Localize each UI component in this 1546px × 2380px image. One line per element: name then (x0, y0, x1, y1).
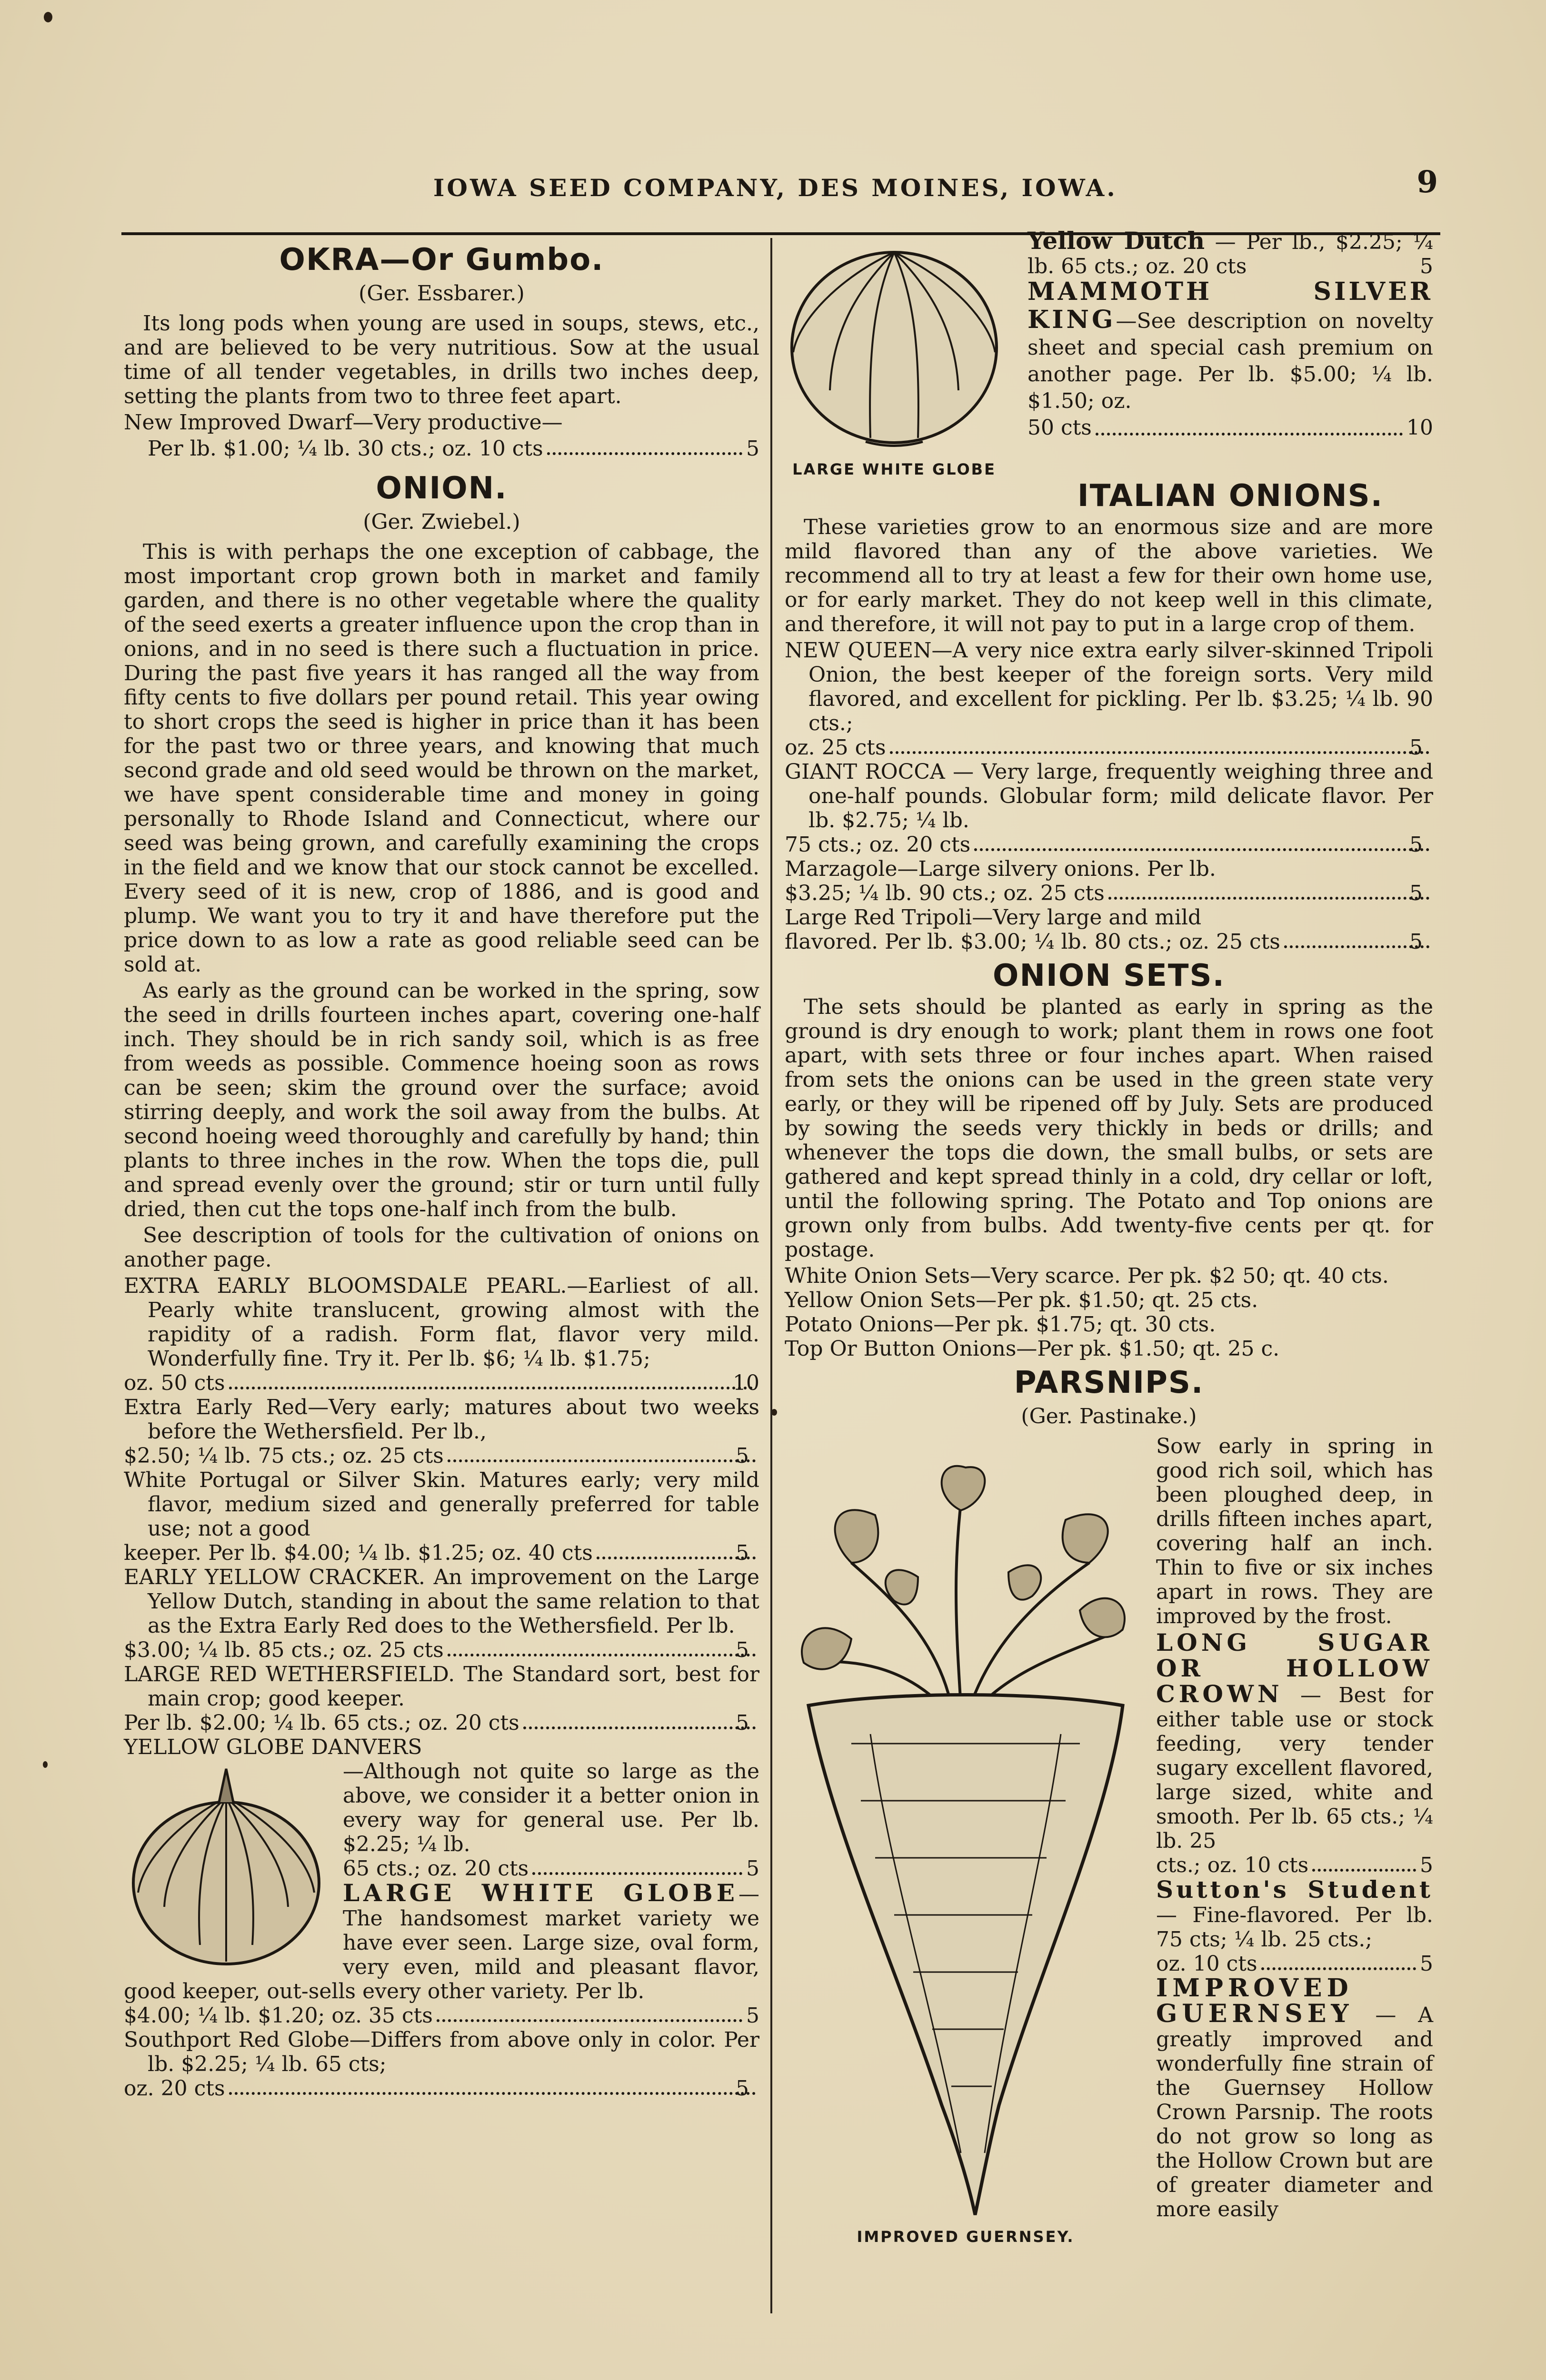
parsnip-item-name: Sutton's Student (1156, 1875, 1433, 1904)
okra-variety-name: New Improved Dwarf (124, 410, 353, 435)
onion-sets-list (785, 1264, 1433, 1361)
leader-dots (523, 1726, 756, 1729)
onion-sets-description: The sets should be planted as early in spring as the ground is dry enough to work; plant them in rows one foot apart, with sets three or four inches apart. When raised from sets the onions can be used in the green state very early, or they will be ripened off by July. Sets are produced by sowing the seeds very thickly in beds or drills; and whenever the tops die down, the small bulbs, or sets are gathered and kept spread thinly in a cold, dry cellar or loft, until the following spring. The Potato and Top onions are grown only from bulbs. Add twenty-five cents per qt. for postage. (785, 995, 1433, 1262)
parsnips-description: Sow early in spring in good rich soil, which has been ploughed deep, in drills fifteen inches apart, covering half an inch. Thin to five or six inches apart in rows. They are improved by the frost. (1156, 1434, 1433, 1628)
italian-price-line: oz. 25 cts 5 (808, 735, 1433, 760)
leader-dots (1096, 433, 1403, 436)
column-divider (770, 238, 772, 2313)
okra-price-line (124, 436, 759, 461)
onion-variety-list (124, 1274, 759, 1735)
variety-desc: —Very early; matures about two weeks before the Wethersfield. Per lb., (148, 1395, 759, 1444)
leader-dots (437, 2019, 742, 2022)
parsnip-item-desc: — Best for either table use or stock feeding, very tender sugary excellent flavored, large sized, white and smooth. Per lb. 65 cts.; ¼ lb. 25 (1156, 1683, 1433, 1853)
okra-german: (Ger. Essbarer.) (359, 281, 525, 306)
large-white-price-line (124, 2003, 759, 2028)
sets-item (785, 1312, 1433, 1337)
parsnip-item-desc: — Fine-flavored. Per lb. 75 cts; ¼ lb. 25 cts.; (1156, 1903, 1433, 1952)
italian-item (785, 857, 1433, 905)
italian-price-line: flavored. Per lb. $3.00; ¼ lb. 80 cts.; oz. 25 cts 5 (808, 930, 1433, 954)
yellow-globe-entry (124, 1735, 759, 1759)
variety-pkt: 10 (733, 1371, 759, 1395)
white-onion-drawing-icon (780, 233, 1008, 452)
parsnips-german: (Ger. Pastinake.) (1021, 1404, 1197, 1428)
italian-description: These varieties grow to an enormous size and are more mild flavored than any of the above varieties. We recommend all to try at least a few for their own home use, or for early market. They do not keep well in this climate, and therefore, it will not pay to put in a large crop of them. (785, 515, 1433, 636)
italian-item-name: Large Red Tripoli (785, 905, 972, 930)
leader-dots (1261, 1967, 1416, 1970)
italian-item-desc: —A very nice extra early silver-skinned Tripoli Onion, the best keeper of the foreign sorts. Very mild flavored, and excellent for pickling. Per lb. $3.25; ¼ lb. 90 cts.; (808, 638, 1433, 735)
large-white-pkt: 5 (746, 2003, 759, 2028)
yellow-globe-price: 65 cts.; oz. 20 cts (343, 1856, 529, 1881)
parsnip-item-desc: — A greatly improved and wonderfully fine strain of the Guernsey Hollow Crown Parsnip. The roots do not grow so long as the Hollow Crown but are of greater diameter and more easily (1156, 2003, 1433, 2221)
italian-item-name: NEW QUEEN (785, 638, 932, 663)
onion-paragraph-2: As early as the ground can be worked in the spring, sow the seed in drills fourteen inches apart, covering one-half inch. They should be in rich sandy soil, which is as free from weeds as possible. Commence hoeing soon as rows can be seen; skim the ground over the surface; avoid stirring deeply, and work the soil away from the bulbs. At second hoeing weed thoroughly and carefully by hand; thin plants to three inches in the row. When the tops die, pull and spread evenly over the ground; stir or turn until fully dried, then cut the tops one-half inch from the bulb. (124, 979, 759, 1221)
italian-price-line: $3.25; ¼ lb. 90 cts.; oz. 25 cts 5 (808, 881, 1433, 905)
yellow-dutch-pkt: 5 (1420, 254, 1433, 278)
leader-dots (597, 1557, 756, 1559)
large-white-globe-illustration (780, 233, 1008, 482)
yellow-globe-block (124, 1759, 759, 2028)
mammoth-price-line (1027, 415, 1433, 441)
italian-price-line: 75 cts.; oz. 20 cts 5 (808, 833, 1433, 857)
page-header (124, 164, 1438, 212)
sets-item-desc: —Per pk. $1.75; qt. 30 cts. (933, 1312, 1216, 1337)
mammoth-name: MAMMOTH SILVER KING (1027, 277, 1433, 334)
header-title: IOWA SEED COMPANY, DES MOINES, IOWA. (433, 174, 1117, 202)
okra-description: Its long pods when young are used in soups, stews, etc., and are believed to be very nutritious. Sow at the usual time of all tender vegetables, in drills two inches deep, setting the plants from two to three feet apart. (124, 311, 759, 408)
southport-price: oz. 20 cts (124, 2076, 225, 2101)
yellow-dutch-name: Yellow Dutch (1027, 227, 1205, 255)
parsnip-item-name: IMPROVED GUERNSEY (1156, 1973, 1354, 2028)
onion-german: (Ger. Zwiebel.) (363, 510, 520, 534)
southport-entry (124, 2028, 759, 2101)
italian-list (785, 638, 1433, 954)
large-white-price: $4.00; ¼ lb. $1.20; oz. 35 cts (124, 2003, 433, 2028)
variety-price-line: Per lb. $2.00; ¼ lb. 65 cts.; oz. 20 cts 5 (148, 1711, 759, 1735)
variety-desc: —Earliest of all. Pearly white translucent, growing almost with the rapidity of a radish. Form flat, flavor very mild. Wonderfully fine. Try it. Per lb. $6; ¼ lb. $1.75; (148, 1274, 759, 1371)
large-white-globe-caption: LARGE WHITE GLOBE (792, 460, 996, 478)
italian-item-desc: — Very large, frequently weighing three and one-half pounds. Globular form; mild delicate flavor. Per lb. $2.75; ¼ lb. (808, 760, 1433, 833)
paper-speck (43, 1761, 48, 1768)
variety-price: $2.50; ¼ lb. 75 cts.; oz. 25 cts (124, 1444, 444, 1468)
variety-price-line (124, 1371, 759, 1395)
yellow-globe-desc: —Although not quite so large as the above, we consider it a better onion in every way for general use. Per lb. $2.25; ¼ lb. (343, 1759, 759, 1856)
italian-item-name: Marzagole (785, 857, 898, 881)
okra-variety (124, 410, 759, 435)
sets-item-desc: —Per pk. $1.50; qt. 25 cts. (976, 1288, 1258, 1312)
italian-price: 75 cts.; oz. 20 cts (785, 833, 971, 857)
onion-paragraph-1: This is with perhaps the one exception of cabbage, the most important crop grown both in market and family garden, and there is no other vegetable where the quality of the seed exerts a greater influence upon the crop than in onions, and in no seed is there such a fluctuation in price. During the past five years it has ranged all the way from fifty cents to five dollars per pound retail. This year owing to short crops the seed is higher in price than it has been for the past two or three years, and knowing that much second grade and old seed would be thrown on the market, we have spent considerable time and money in going personally to Rhode Island and Connecticut, where our seed was being grown, and carefully examining the crops in the field and we know that our stock cannot be excelled. Every seed of it is new, crop of 1886, and is good and plump. We want you to try it and have therefore put the price down to as low a rate as good reliable seed can be sold at. (124, 540, 759, 977)
onion-variety-item (124, 1395, 759, 1468)
leader-dots (1284, 945, 1429, 948)
leader-dots (448, 1459, 756, 1462)
onion-variety-item (124, 1662, 759, 1735)
leader-dots (448, 1654, 756, 1656)
parsnip-illustration (794, 1439, 1137, 2249)
onion-heading: ONION. (376, 471, 508, 506)
leader-dots (890, 751, 1429, 754)
okra-variety-desc: —Very productive— (352, 410, 563, 435)
parsnip-pkt: 5 (1420, 1853, 1433, 1877)
onion-sets-heading: ONION SETS. (993, 958, 1225, 993)
parsnip-item-name: LONG SUGAR OR HOLLOW CROWN (1156, 1628, 1433, 1708)
variety-name: Extra Early Red (124, 1395, 308, 1419)
okra-heading: OKRA—Or Gumbo. (279, 242, 604, 278)
southport-desc: —Differs from above only in color. Per lb. $2.25; ¼ lb. 65 cts; (148, 2028, 759, 2076)
yellow-dutch-desc: — Per lb., $2.25; ¼ lb. 65 cts.; oz. 20 cts (1027, 230, 1433, 278)
onion-variety-item (124, 1468, 759, 1565)
sets-item-name: Potato Onions (785, 1312, 934, 1337)
variety-desc: Matures early; very mild flavor, medium sized and generally preferred for table use; not a good (148, 1468, 760, 1541)
leader-dots (532, 1872, 742, 1875)
leader-dots (547, 452, 742, 455)
sets-item-name: White Onion Sets (785, 1264, 970, 1288)
italian-item (785, 905, 1433, 954)
sets-item (785, 1288, 1433, 1312)
sets-item (785, 1337, 1433, 1361)
variety-price: keeper. Per lb. $4.00; ¼ lb. $1.25; oz. 40 cts (124, 1541, 593, 1565)
onion-drawing-icon (124, 1764, 329, 1969)
onion-illustration (124, 1764, 329, 1974)
leader-dots (1108, 897, 1429, 900)
large-white-desc: —The handsomest market variety we have ever seen. Large size, oval form, very even, mild and pleasant flavor, good keeper, out-sells every other variety. Per lb. (124, 1882, 759, 2003)
variety-price: oz. 50 cts (124, 1371, 225, 1395)
variety-price-line: $3.00; ¼ lb. 85 cts.; oz. 25 cts 5 (148, 1638, 759, 1662)
page-number: 9 (1416, 164, 1438, 200)
yellow-globe-price-line (343, 1856, 759, 1881)
leader-dots (229, 2092, 756, 2095)
mammoth-desc: —See description on novelty sheet and special cash premium on another page. Per lb. $5.00; ¼ lb. $1.50; oz. (1027, 309, 1433, 413)
italian-price: oz. 25 cts (785, 735, 886, 760)
sets-item-desc: —Very scarce. Per pk. $2 50; qt. 40 cts. (970, 1264, 1389, 1288)
parsnip-caption: IMPROVED GUERNSEY. (857, 2228, 1075, 2246)
mammoth-price: 50 cts (1027, 416, 1092, 440)
variety-name: LARGE RED WETHERSFIELD. (124, 1662, 455, 1686)
paper-speck (44, 12, 52, 22)
italian-onions-heading: ITALIAN ONIONS. (1077, 478, 1384, 514)
italian-item (785, 638, 1433, 760)
parsnip-price: cts.; oz. 10 cts (1156, 1853, 1309, 1877)
southport-price-line: oz. 20 cts 5 (148, 2076, 759, 2101)
right-column (785, 228, 1433, 2254)
onion-paragraph-3: See description of tools for the cultivation of onions on another page. (124, 1223, 759, 1272)
sets-item-name: Top Or Button Onions (785, 1337, 1017, 1361)
parsnip-drawing-icon (794, 1439, 1137, 2220)
southport-name: Southport Red Globe (124, 2028, 349, 2052)
parsnip-price: oz. 10 cts (1156, 1952, 1257, 1976)
onion-variety-item (124, 1565, 759, 1662)
okra-pkt: 5 (746, 436, 759, 461)
italian-item-name: GIANT ROCCA (785, 760, 945, 784)
italian-item-desc: —Large silvery onions. Per lb. (897, 857, 1216, 881)
leader-dots (1312, 1869, 1416, 1872)
sets-item-name: Yellow Onion Sets (785, 1288, 976, 1312)
sets-item (785, 1264, 1433, 1288)
parsnips-heading: PARSNIPS. (1014, 1365, 1204, 1400)
parsnip-price-line (1156, 1952, 1433, 1976)
large-white-name: LARGE WHITE GLOBE (343, 1879, 738, 1907)
left-column (124, 238, 759, 2101)
variety-name: EXTRA EARLY BLOOMSDALE PEARL. (124, 1274, 567, 1298)
variety-name: White Portugal or Silver Skin. (124, 1468, 467, 1492)
onion-top-block (785, 228, 1433, 486)
italian-item (785, 760, 1433, 857)
variety-desc: The Standard sort, best for main crop; good keeper. (148, 1662, 759, 1711)
leader-dots (974, 848, 1429, 851)
variety-price-line: $2.50; ¼ lb. 75 cts.; oz. 25 cts 5 (148, 1444, 759, 1468)
italian-item-desc: —Very large and mild (972, 905, 1202, 930)
variety-price: Per lb. $2.00; ¼ lb. 65 cts.; oz. 20 cts (124, 1711, 519, 1735)
sets-item-desc: —Per pk. $1.50; qt. 25 c. (1016, 1337, 1280, 1361)
mammoth-pkt: 10 (1406, 416, 1433, 440)
italian-price: flavored. Per lb. $3.00; ¼ lb. 80 cts.; oz. 25 cts (785, 930, 1280, 954)
variety-price: $3.00; ¼ lb. 85 cts.; oz. 25 cts (124, 1638, 444, 1662)
variety-desc: An improvement on the Large Yellow Dutch, standing in about the same relation to that as the Extra Early Red does to the Wethersfield. Per lb. (148, 1565, 759, 1638)
parsnip-price-line (1156, 1853, 1433, 1877)
parsnip-pkt: 5 (1420, 1952, 1433, 1976)
yellow-globe-name: YELLOW GLOBE DANVERS (124, 1735, 422, 1759)
yellow-globe-pkt: 5 (746, 1856, 759, 1881)
parsnips-block (785, 1434, 1433, 2254)
leader-dots (229, 1387, 753, 1389)
variety-price-line: keeper. Per lb. $4.00; ¼ lb. $1.25; oz. 40 cts 5 (148, 1541, 759, 1565)
okra-price: Per lb. $1.00; ¼ lb. 30 cts.; oz. 10 cts (148, 436, 543, 461)
variety-name: EARLY YELLOW CRACKER. (124, 1565, 425, 1589)
onion-variety-item (124, 1274, 759, 1395)
italian-price: $3.25; ¼ lb. 90 cts.; oz. 25 cts (785, 881, 1105, 905)
